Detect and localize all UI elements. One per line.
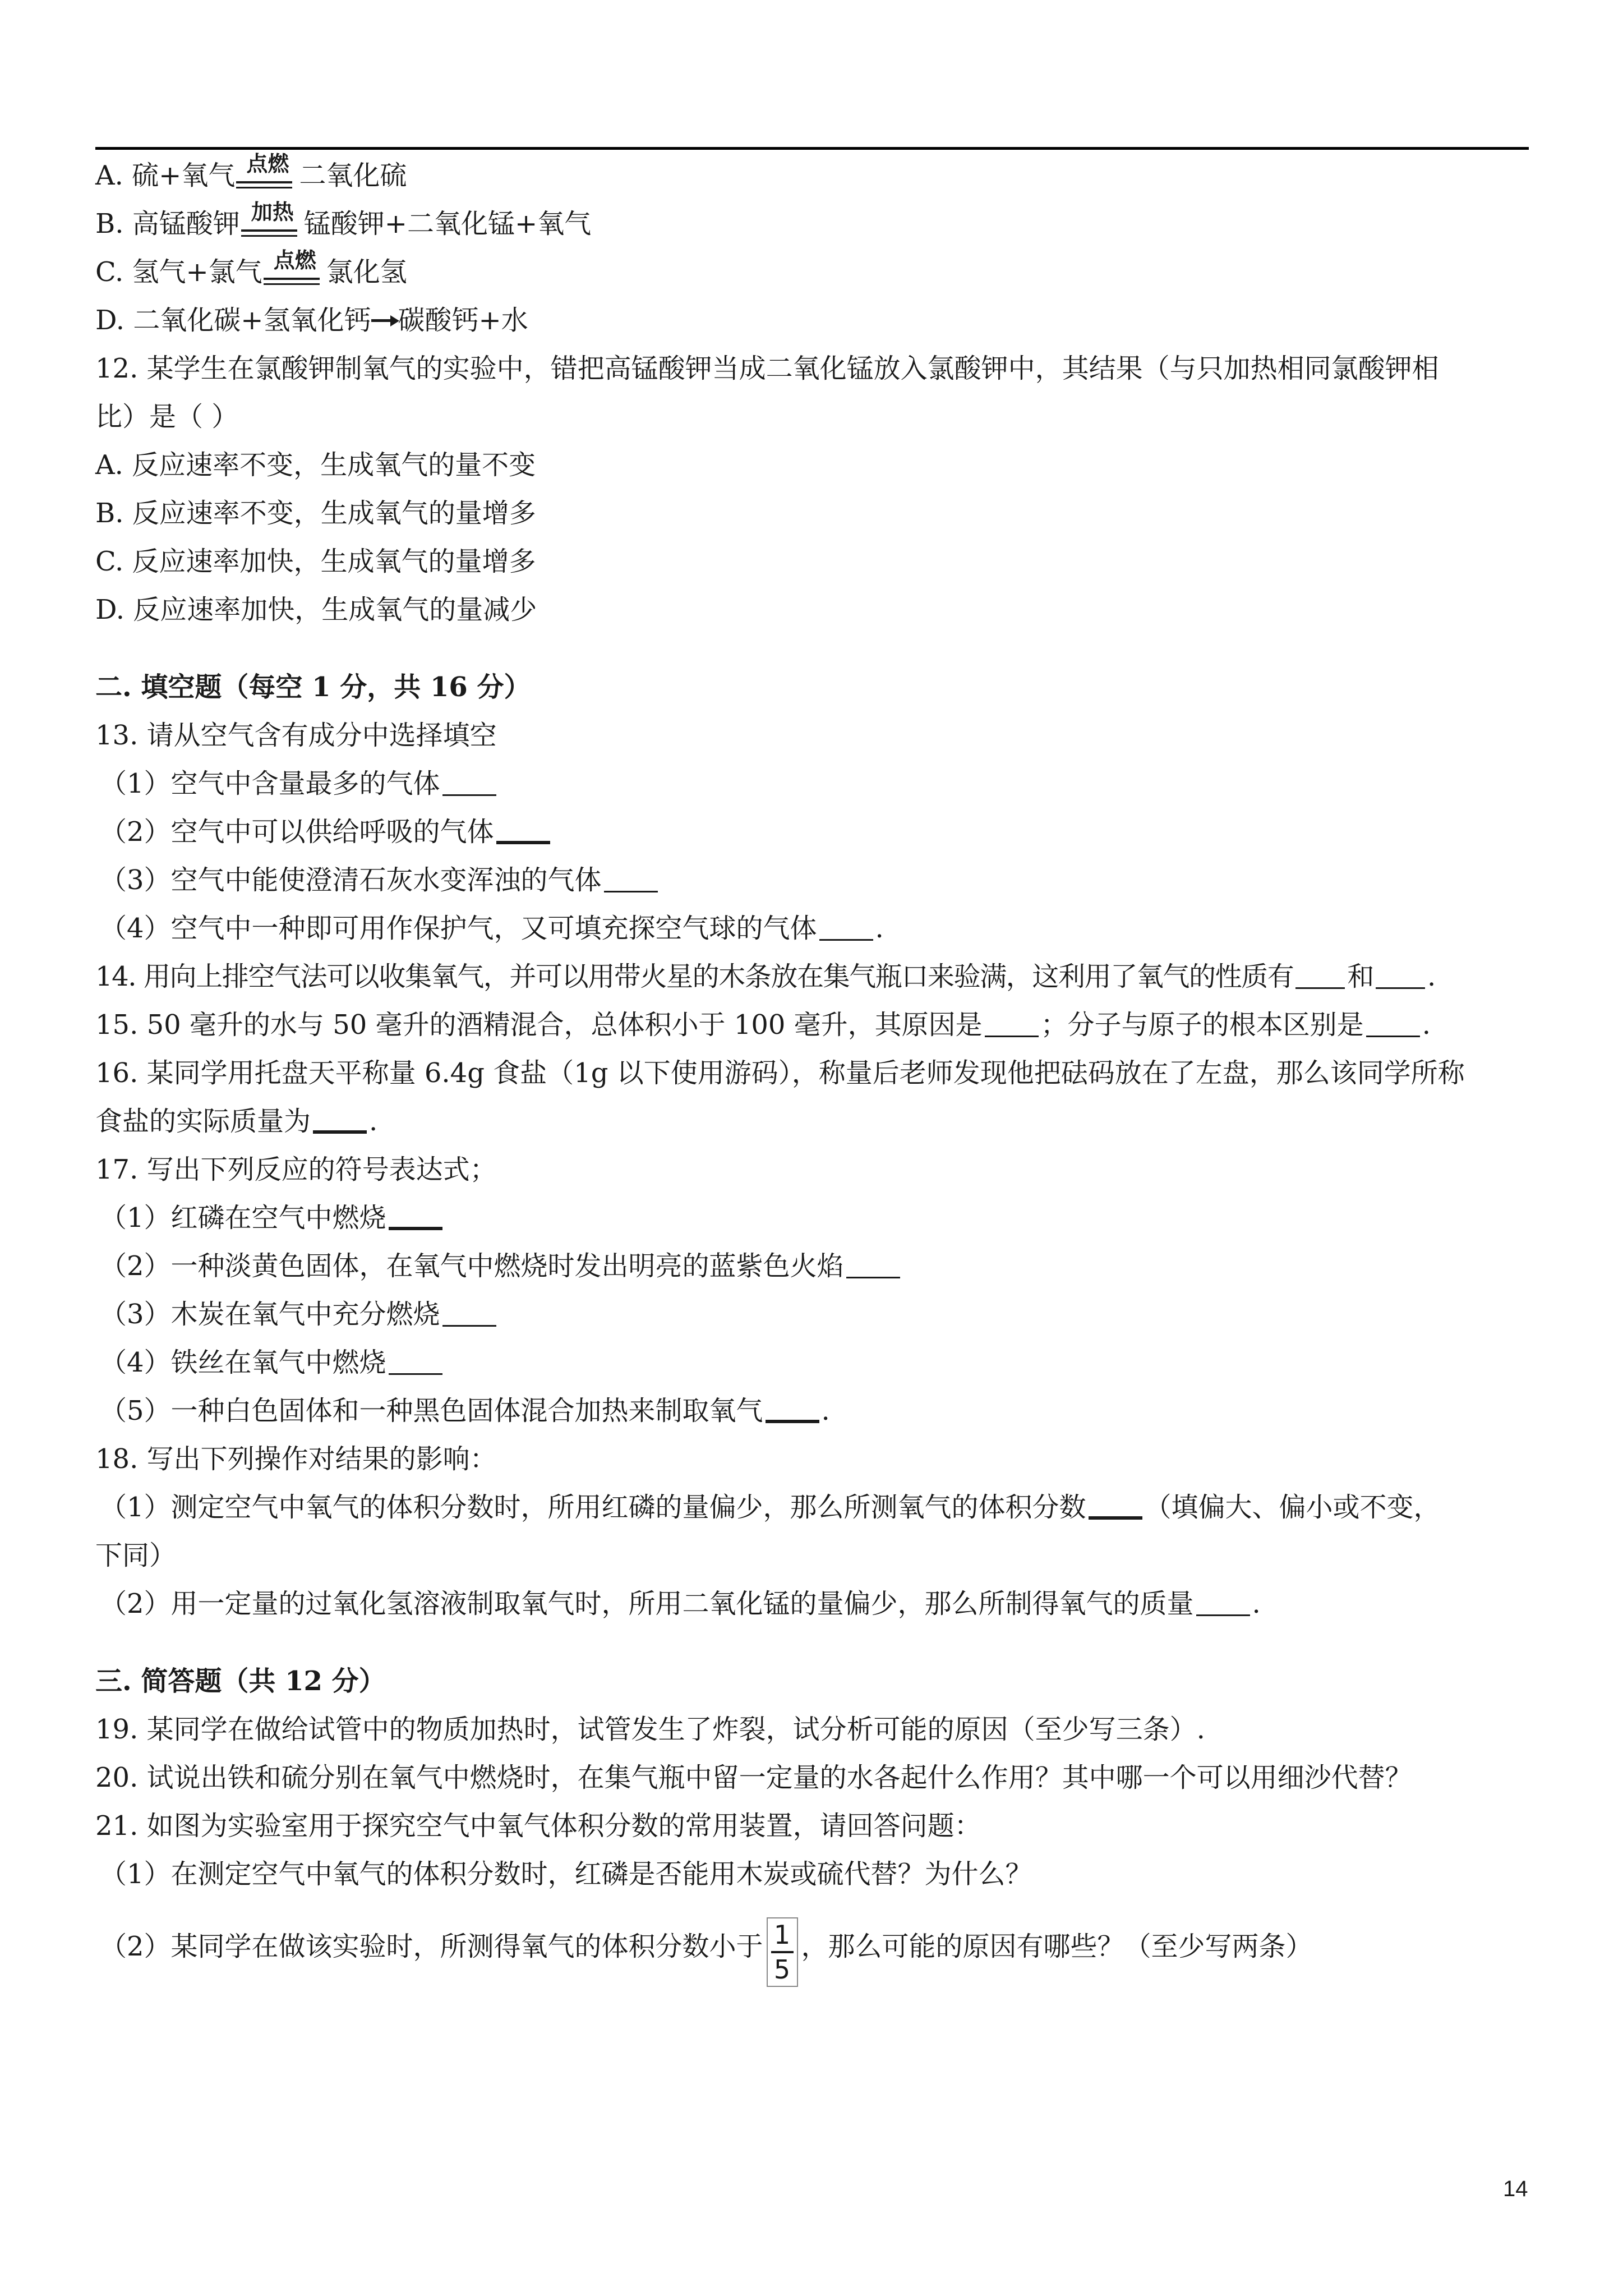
condition-line [236, 187, 292, 188]
question-14 [95, 953, 1529, 1001]
question-text: （1）测定空气中氧气的体积分数时，所用红磷的量偏少，那么所测氧气的体积分数 [100, 1492, 1086, 1523]
option-text: D. 二氧化碳+氢氧化钙 [95, 305, 371, 336]
question-text: （2）某同学在做该实验时，所测得氧气的体积分数小于 [100, 1931, 763, 1962]
period: . [1422, 1009, 1431, 1041]
option-12b: B. 反应速率不变，生成氧气的量增多 [95, 498, 536, 529]
section-title-short-answer: 三. 简答题（共 12 分） [95, 1665, 386, 1697]
header-rule [95, 147, 1529, 150]
option-text: 碳酸钙+水 [398, 305, 528, 336]
page-number: 14 [1503, 2177, 1528, 2201]
condition-line [264, 278, 320, 280]
option-text: 锰酸钾+二氧化锰+氧气 [303, 208, 592, 240]
question-21-2 [95, 1917, 1529, 1985]
question-text: （1）空气中含量最多的气体 [100, 768, 440, 799]
option-11b [95, 200, 1529, 248]
question-21-1: （1）在测定空气中氧气的体积分数时，红磷是否能用木炭或硫代替？为什么？ [100, 1858, 1032, 1890]
question-text: 食盐的实际质量为 [95, 1106, 311, 1137]
question-text: （4）铁丝在氧气中燃烧 [100, 1347, 386, 1378]
question-16: 16. 某同学用托盘天平称量 6.4g 食盐（1g 以下使用游码），称量后老师发现他把砝码放在了左盘，那么该同学所称 [95, 1057, 1465, 1089]
period: . [821, 1395, 830, 1427]
arrow-icon [371, 315, 398, 326]
section-title-fill-in: 二. 填空题（每空 1 分，共 16 分） [95, 671, 531, 703]
period: . [1427, 961, 1435, 992]
question-12: 12. 某学生在氯酸钾制氧气的实验中，错把高锰酸钾当成二氧化锰放入氯酸钾中，其结果（与只加热相同氯酸钾相 [95, 353, 1439, 384]
fraction-denominator: 5 [773, 1954, 791, 1985]
question-text: 14. 用向上排空气法可以收集氧气，并可以用带火星的木条放在集气瓶口来验满，这利用了氧气的性质有 [95, 961, 1294, 992]
reaction-condition [236, 153, 298, 192]
question-16-cont [95, 1097, 1529, 1145]
question-text: ，那么可能的原因有哪些？（至少写两条） [801, 1931, 1313, 1962]
question-text: （2）用一定量的过氧化氢溶液制取氧气时，所用二氧化锰的量偏少，那么所制得氧气的质量 [100, 1588, 1194, 1619]
answer-blank[interactable] [1366, 1011, 1420, 1037]
answer-blank[interactable] [313, 1106, 367, 1134]
question-18: 18. 写出下列操作对结果的影响： [95, 1443, 497, 1475]
option-12c: C. 反应速率加快，生成氧气的量增多 [95, 546, 536, 577]
question-text: 和 [1347, 961, 1374, 992]
answer-blank[interactable] [1376, 963, 1425, 989]
option-11d [95, 296, 1529, 344]
question-13: 13. 请从空气含有成分中选择填空 [95, 720, 497, 751]
reaction-condition [264, 250, 325, 289]
answer-blank[interactable] [1196, 1590, 1250, 1616]
question-text: ；分子与原子的根本区别是 [1040, 1009, 1364, 1041]
condition-line [241, 235, 297, 237]
option-12a: A. 反应速率不变，生成氧气的量不变 [95, 449, 536, 481]
question-20: 20. 试说出铁和硫分别在氧气中燃烧时，在集气瓶中留一定量的水各起什么作用？其中哪一个可以用细沙代替？ [95, 1762, 1412, 1793]
answer-blank[interactable] [604, 866, 658, 892]
period: . [875, 913, 884, 944]
option-11c [95, 248, 1529, 296]
question-17-3 [95, 1290, 1529, 1338]
question-17-2 [95, 1242, 1529, 1290]
period: . [1252, 1588, 1261, 1619]
question-17-4 [95, 1338, 1529, 1387]
reaction-condition [241, 201, 303, 241]
question-17: 17. 写出下列反应的符号表达式； [95, 1154, 497, 1185]
question-text: （3）空气中能使澄清石灰水变浑浊的气体 [100, 864, 602, 896]
question-text: （3）木炭在氧气中充分燃烧 [100, 1299, 440, 1330]
question-17-1 [95, 1194, 1529, 1242]
option-11a [95, 151, 1529, 200]
question-12-cont: 比）是（ ） [95, 401, 239, 432]
option-text: C. 氢气+氯气 [95, 256, 262, 288]
fraction-numerator: 1 [773, 1920, 791, 1950]
question-text: （2）空气中可以供给呼吸的气体 [100, 816, 494, 848]
condition-line [264, 283, 320, 285]
answer-blank[interactable] [846, 1252, 900, 1278]
condition-label: 加热 [251, 200, 294, 224]
question-text: 15. 50 毫升的水与 50 毫升的酒精混合，总体积小于 100 毫升，其原因是 [95, 1009, 983, 1041]
answer-blank[interactable] [442, 770, 496, 796]
answer-blank[interactable] [985, 1011, 1039, 1037]
answer-blank[interactable] [442, 1300, 496, 1327]
condition-line [236, 181, 292, 183]
question-15 [95, 1001, 1529, 1049]
option-text: 氯化氢 [326, 256, 407, 288]
question-19: 19. 某同学在做给试管中的物质加热时，试管发生了炸裂，试分析可能的原因（至少写三条）. [95, 1714, 1205, 1745]
answer-blank[interactable] [389, 1349, 442, 1375]
question-18-2 [95, 1580, 1529, 1628]
question-text: （填偏大、偏小或不变， [1144, 1492, 1441, 1523]
question-17-5 [95, 1387, 1529, 1435]
question-18-1-cont: 下同） [95, 1540, 177, 1571]
question-13-1 [95, 760, 1529, 808]
option-text: B. 高锰酸钾 [95, 208, 240, 240]
question-text: （1）红磷在空气中燃烧 [100, 1202, 386, 1234]
answer-blank[interactable] [496, 816, 550, 844]
answer-blank[interactable] [1295, 963, 1345, 989]
question-21: 21. 如图为实验室用于探究空气中氧气体积分数的常用装置，请回答问题： [95, 1810, 981, 1842]
condition-label: 点燃 [273, 248, 316, 273]
condition-label: 点燃 [246, 151, 289, 176]
option-text: A. 硫+氧气 [95, 160, 236, 191]
period: . [369, 1106, 378, 1137]
option-text: 二氧化硫 [299, 160, 407, 191]
question-13-2 [95, 808, 1529, 856]
question-13-4 [95, 904, 1529, 953]
question-text: （5）一种白色固体和一种黑色固体混合加热来制取氧气 [100, 1395, 763, 1427]
answer-blank[interactable] [766, 1395, 819, 1423]
answer-blank[interactable] [389, 1202, 442, 1230]
option-12d: D. 反应速率加快，生成氧气的量减少 [95, 594, 537, 625]
condition-line [241, 229, 297, 232]
fraction [767, 1917, 798, 1987]
question-text: （4）空气中一种即可用作保护气，又可填充探空气球的气体 [100, 913, 817, 944]
question-13-3 [95, 856, 1529, 904]
answer-blank[interactable] [1089, 1492, 1142, 1520]
question-18-1 [95, 1483, 1529, 1531]
answer-blank[interactable] [819, 914, 873, 941]
question-text: （2）一种淡黄色固体，在氧气中燃烧时发出明亮的蓝紫色火焰 [100, 1250, 844, 1282]
page-content [95, 151, 1529, 1985]
